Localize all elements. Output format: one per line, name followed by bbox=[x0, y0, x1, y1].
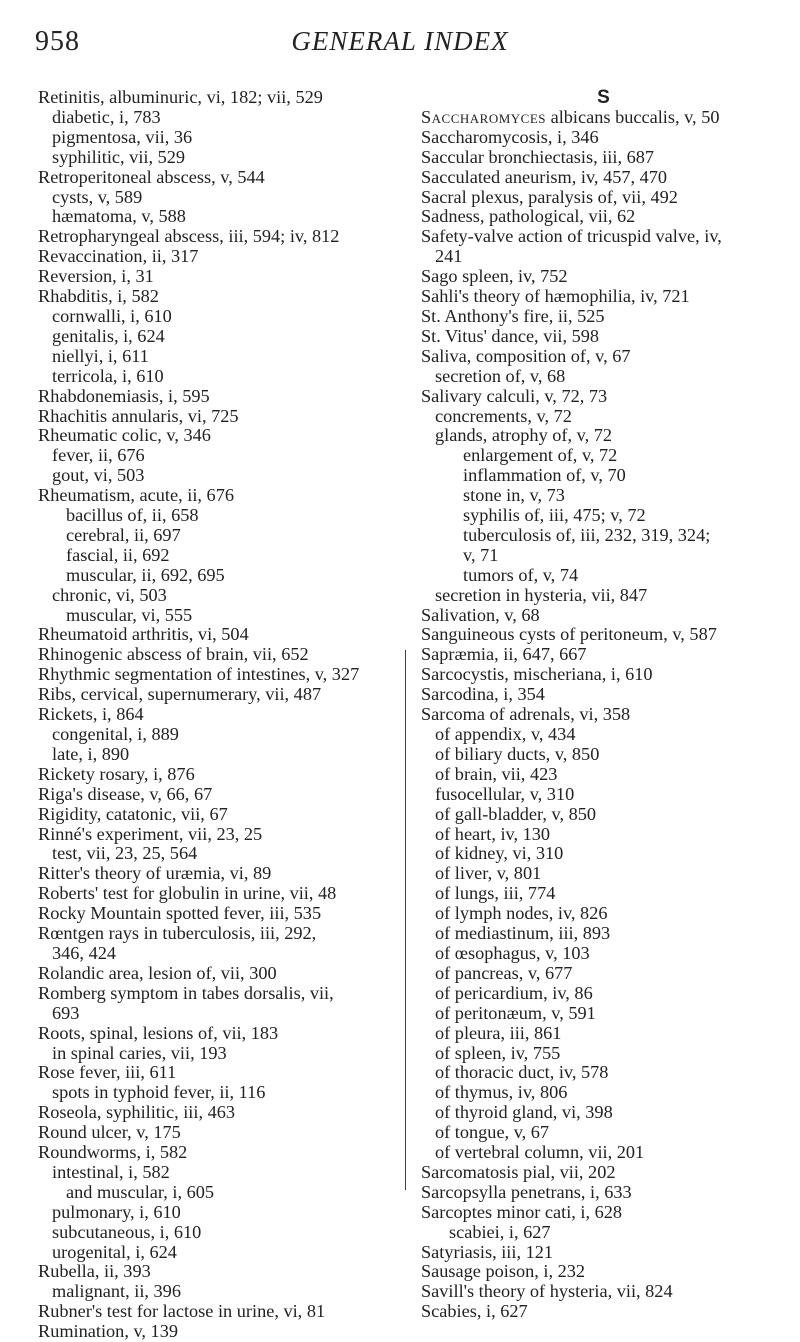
index-subentry: chronic, vi, 503 bbox=[52, 584, 167, 605]
index-subentry: tumors of, v, 74 bbox=[463, 564, 579, 585]
index-entry: Sacculated aneurism, iv, 457, 470 bbox=[421, 166, 668, 187]
index-entry: Roberts' test for globulin in urine, vii, 48 bbox=[38, 883, 337, 904]
index-entry: St. Anthony's fire, ii, 525 bbox=[421, 305, 605, 326]
index-entry: Ritter's theory of uræmia, vi, 89 bbox=[38, 863, 272, 884]
index-entry: Reversion, i, 31 bbox=[38, 266, 154, 287]
index-entry: Rœntgen rays in tuberculosis, iii, 292, bbox=[38, 923, 317, 944]
index-entry: Round ulcer, v, 175 bbox=[38, 1122, 181, 1143]
index-entry: Rhabdonemiasis, i, 595 bbox=[38, 385, 210, 406]
index-entry: Rubella, ii, 393 bbox=[38, 1261, 151, 1282]
index-entry: Salivation, v, 68 bbox=[421, 604, 540, 625]
index-subentry: of thyroid gland, vi, 398 bbox=[435, 1102, 613, 1123]
index-entry: Rickety rosary, i, 876 bbox=[38, 763, 195, 784]
index-entry: St. Vitus' dance, vii, 598 bbox=[421, 325, 600, 346]
index-entry: Rheumatic colic, v, 346 bbox=[38, 425, 211, 446]
index-entry: Sapræmia, ii, 647, 667 bbox=[421, 644, 587, 665]
index-subentry: of lungs, iii, 774 bbox=[435, 883, 556, 904]
index-subentry: of biliary ducts, v, 850 bbox=[435, 743, 600, 764]
index-subentry: of œsophagus, v, 103 bbox=[435, 942, 590, 963]
index-subentry: of gall-bladder, v, 850 bbox=[435, 803, 597, 824]
index-subentry: syphilitic, vii, 529 bbox=[52, 146, 186, 167]
index-subentry: of pericardium, iv, 86 bbox=[435, 982, 593, 1003]
index-subentry: concrements, v, 72 bbox=[435, 405, 572, 426]
index-subentry: glands, atrophy of, v, 72 bbox=[435, 425, 613, 446]
index-subentry: diabetic, i, 783 bbox=[52, 106, 161, 127]
index-subentry: muscular, ii, 692, 695 bbox=[66, 564, 225, 585]
index-subentry: enlargement of, v, 72 bbox=[463, 445, 618, 466]
index-entry: Sarcoptes minor cati, i, 628 bbox=[421, 1201, 623, 1222]
index-entry: Saccular bronchiectasis, iii, 687 bbox=[421, 146, 655, 167]
index-subentry: of appendix, v, 434 bbox=[435, 724, 576, 744]
index-subentry: test, vii, 23, 25, 564 bbox=[52, 843, 198, 864]
index-entry: Retropharyngeal abscess, iii, 594; iv, 812 bbox=[38, 226, 340, 247]
index-subentry: bacillus of, ii, 658 bbox=[66, 505, 199, 526]
section-letter: S bbox=[597, 87, 610, 108]
entry-text: albicans buccalis, v, 50 bbox=[546, 106, 720, 127]
index-entry: Revaccination, ii, 317 bbox=[38, 246, 199, 267]
index-entry: Rocky Mountain spotted fever, iii, 535 bbox=[38, 903, 322, 924]
index-entry: Rheumatoid arthritis, vi, 504 bbox=[38, 624, 249, 645]
index-subentry: terricola, i, 610 bbox=[52, 365, 164, 386]
index-subentry: malignant, ii, 396 bbox=[52, 1281, 181, 1302]
index-entry: Sago spleen, iv, 752 bbox=[421, 266, 568, 287]
index-subentry: v, 71 bbox=[463, 544, 499, 565]
index-entry: Scabies, i, 627 bbox=[421, 1301, 528, 1322]
index-subentry: 346, 424 bbox=[52, 942, 116, 963]
index-entry: Rhinogenic abscess of brain, vii, 652 bbox=[38, 644, 309, 665]
index-entry: Savill's theory of hysteria, vii, 824 bbox=[421, 1281, 673, 1302]
index-entry: Sarcocystis, mischeriana, i, 610 bbox=[421, 664, 653, 685]
index-subentry: muscular, vi, 555 bbox=[66, 604, 193, 625]
index-subentry: of pleura, iii, 861 bbox=[435, 1022, 562, 1043]
index-subentry: pigmentosa, vii, 36 bbox=[52, 126, 193, 147]
index-entry: Ribs, cervical, supernumerary, vii, 487 bbox=[38, 684, 322, 705]
index-subentry: in spinal caries, vii, 193 bbox=[52, 1042, 227, 1063]
column-divider bbox=[405, 650, 406, 1190]
index-entry: Rigidity, catatonic, vii, 67 bbox=[38, 803, 228, 824]
page-number: 958 bbox=[35, 26, 80, 57]
index-entry: Saliva, composition of, v, 67 bbox=[421, 345, 631, 366]
index-subentry: syphilis of, iii, 475; v, 72 bbox=[463, 505, 646, 526]
index-entry: Salivary calculi, v, 72, 73 bbox=[421, 385, 608, 406]
index-subentry: urogenital, i, 624 bbox=[52, 1241, 177, 1262]
index-subentry: subcutaneous, i, 610 bbox=[52, 1221, 202, 1242]
index-entry: Saccharomycosis, i, 346 bbox=[421, 126, 599, 147]
index-entry: Riga's disease, v, 66, 67 bbox=[38, 783, 213, 804]
index-subentry: stone in, v, 73 bbox=[463, 485, 565, 506]
index-entry: Roseola, syphilitic, iii, 463 bbox=[38, 1102, 236, 1123]
index-entry: Sarcopsylla penetrans, i, 633 bbox=[421, 1181, 632, 1202]
index-subentry: of kidney, vi, 310 bbox=[435, 843, 564, 864]
index-subentry: of vertebral column, vii, 201 bbox=[435, 1142, 645, 1163]
index-subentry: fever, ii, 676 bbox=[52, 445, 145, 466]
index-subentry: of spleen, iv, 755 bbox=[435, 1042, 561, 1063]
index-subentry: of peritonæum, v, 591 bbox=[435, 1002, 596, 1023]
index-entry: Sahli's theory of hæmophilia, iv, 721 bbox=[421, 286, 690, 307]
index-subentry: congenital, i, 889 bbox=[52, 724, 179, 744]
index-entry: Rose fever, iii, 611 bbox=[38, 1062, 177, 1083]
index-entry: Rolandic area, lesion of, vii, 300 bbox=[38, 962, 277, 983]
index-subentry: of thoracic duct, iv, 578 bbox=[435, 1062, 609, 1083]
index-entry: Roundworms, i, 582 bbox=[38, 1142, 188, 1163]
page-header bbox=[0, 22, 800, 62]
right-entries bbox=[421, 128, 786, 1322]
index-entry: Rhabditis, i, 582 bbox=[38, 286, 159, 307]
index-subentry: tuberculosis of, iii, 232, 319, 324; bbox=[463, 524, 711, 545]
index-subentry: of pancreas, v, 677 bbox=[435, 962, 573, 983]
index-subentry: secretion in hysteria, vii, 847 bbox=[435, 584, 648, 605]
index-subentry: cerebral, ii, 697 bbox=[66, 524, 181, 545]
index-column-left bbox=[38, 88, 408, 1342]
index-subentry: and muscular, i, 605 bbox=[66, 1181, 215, 1202]
index-entry: Rumination, v, 139 bbox=[38, 1321, 178, 1342]
index-entry bbox=[421, 108, 786, 128]
index-subentry: late, i, 890 bbox=[52, 743, 130, 764]
index-entry: Sanguineous cysts of peritoneum, v, 587 bbox=[421, 624, 717, 645]
index-subentry: genitalis, i, 624 bbox=[52, 325, 165, 346]
index-entry: Retinitis, albuminuric, vi, 182; vii, 529 bbox=[38, 87, 323, 107]
running-title: GENERAL INDEX bbox=[291, 26, 509, 56]
index-entry: Rubner's test for lactose in urine, vi, 81 bbox=[38, 1301, 326, 1322]
index-entry: Rickets, i, 864 bbox=[38, 704, 144, 725]
index-subentry: fascial, ii, 692 bbox=[66, 544, 170, 565]
index-entry: Retroperitoneal abscess, v, 544 bbox=[38, 166, 265, 187]
index-entry: Sarcoma of adrenals, vi, 358 bbox=[421, 704, 631, 725]
index-entry: Rhachitis annularis, vi, 725 bbox=[38, 405, 239, 426]
index-entry: Sarcodina, i, 354 bbox=[421, 684, 545, 705]
index-entry: Sadness, pathological, vii, 62 bbox=[421, 206, 636, 227]
index-subentry: gout, vi, 503 bbox=[52, 465, 145, 486]
index-subentry: of mediastinum, iii, 893 bbox=[435, 923, 611, 944]
index-entry: Rheumatism, acute, ii, 676 bbox=[38, 485, 234, 506]
index-entry: Sarcomatosis pial, vii, 202 bbox=[421, 1161, 616, 1182]
index-subentry: scabiei, i, 627 bbox=[449, 1221, 551, 1242]
index-column-right bbox=[421, 88, 786, 1322]
index-subentry: of tongue, v, 67 bbox=[435, 1122, 550, 1143]
index-entry: Rinné's experiment, vii, 23, 25 bbox=[38, 823, 263, 844]
index-subentry: 693 bbox=[52, 1002, 80, 1023]
index-entry: Roots, spinal, lesions of, vii, 183 bbox=[38, 1022, 279, 1043]
index-subentry: secretion of, v, 68 bbox=[435, 365, 566, 386]
index-entry: Sausage poison, i, 232 bbox=[421, 1261, 586, 1282]
index-subentry: niellyi, i, 611 bbox=[52, 345, 149, 366]
index-subentry: cysts, v, 589 bbox=[52, 186, 143, 207]
index-subentry: cornwalli, i, 610 bbox=[52, 305, 172, 326]
index-entry: Safety-valve action of tricuspid valve, iv, bbox=[421, 226, 722, 247]
index-subentry: fusocellular, v, 310 bbox=[435, 783, 575, 804]
index-subentry: of liver, v, 801 bbox=[435, 863, 542, 884]
index-subentry: hæmatoma, v, 588 bbox=[52, 206, 186, 227]
index-entry: Satyriasis, iii, 121 bbox=[421, 1241, 554, 1262]
index-subentry: spots in typhoid fever, ii, 116 bbox=[52, 1082, 266, 1103]
index-subentry: inflammation of, v, 70 bbox=[463, 465, 626, 486]
index-entry: Rhythmic segmentation of intestines, v, 327 bbox=[38, 664, 360, 685]
index-subentry: intestinal, i, 582 bbox=[52, 1161, 170, 1182]
index-subentry: of brain, vii, 423 bbox=[435, 763, 558, 784]
index-subentry: of heart, iv, 130 bbox=[435, 823, 551, 844]
index-subentry: of lymph nodes, iv, 826 bbox=[435, 903, 608, 924]
entry-headword: Saccharomyces bbox=[421, 106, 547, 127]
index-entry: Romberg symptom in tabes dorsalis, vii, bbox=[38, 982, 334, 1003]
index-subentry: of thymus, iv, 806 bbox=[435, 1082, 568, 1103]
index-entry: Sacral plexus, paralysis of, vii, 492 bbox=[421, 186, 678, 207]
index-subentry: 241 bbox=[435, 246, 463, 267]
index-subentry: pulmonary, i, 610 bbox=[52, 1201, 181, 1222]
